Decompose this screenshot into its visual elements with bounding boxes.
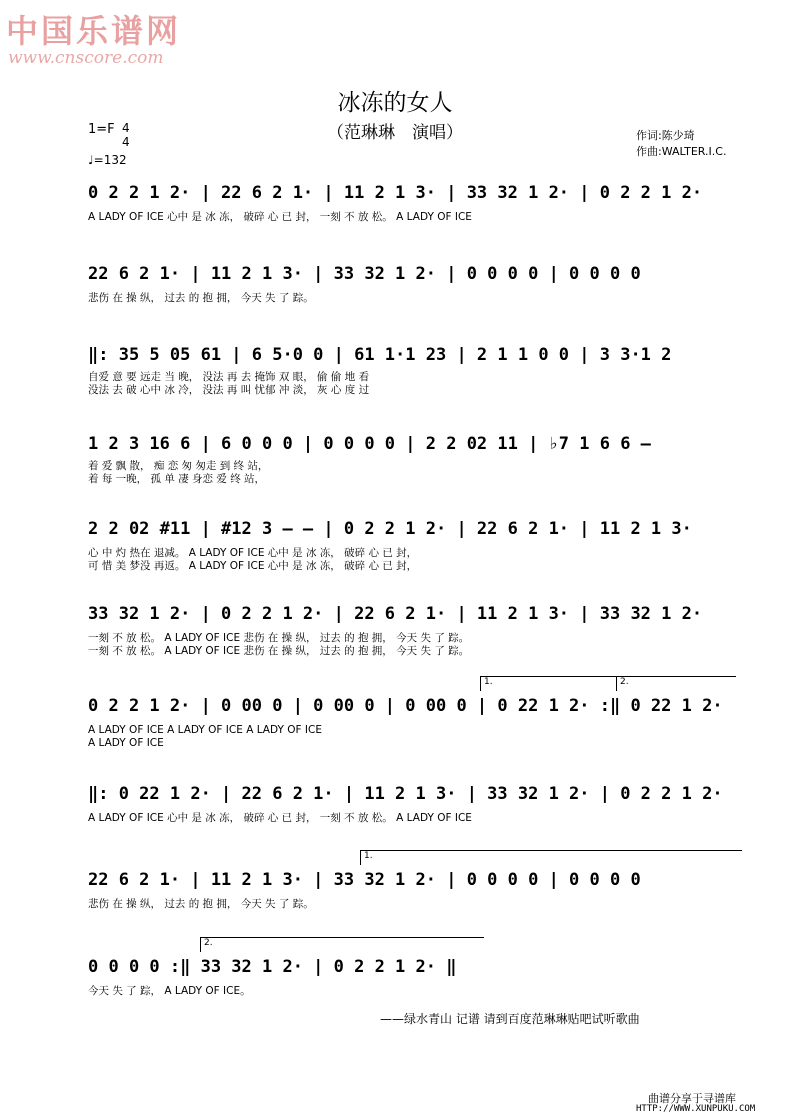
transcriber-credit: ——绿水青山 记谱 请到百度范琳琳贴吧试听歌曲 bbox=[380, 1012, 640, 1026]
volta-bracket-2: 2. bbox=[616, 676, 736, 691]
lyric-line-1: 自爱 意 要 远走 当 晚， 没法 再 去 掩饰 双 眼， 偷 偷 地 看 bbox=[88, 371, 370, 383]
lyric-line-1: A LADY OF ICE 心中 是 冰 冻， 破碎 心 已 封， 一刻 不 放 松。 A LADY OF ICE bbox=[88, 211, 472, 223]
footer-site-name: 曲谱分享于寻谱库 bbox=[648, 1092, 736, 1105]
watermark-url: www.cnscore.com bbox=[8, 48, 164, 68]
lyric-line-2: A LADY OF ICE bbox=[88, 737, 164, 749]
lyric-line-1: 心 中 灼 热在 退减。 A LADY OF ICE 心中 是 冰 冻， 破碎 心 已 封， bbox=[88, 547, 418, 559]
notes-line: 33 32 1 2· | 0 2 2 1 2· | 22 6 2 1· | 11 2 1 3· | 33 32 1 2· bbox=[88, 604, 703, 624]
song-subtitle: （范琳琳 演唱） bbox=[327, 123, 463, 143]
lyric-line-1: A LADY OF ICE 心中 是 冰 冻， 破碎 心 已 封， 一刻 不 放 松。 A LADY OF ICE bbox=[88, 812, 472, 824]
notes-line: 0 2 2 1 2· | 22 6 2 1· | 11 2 1 3· | 33 32 1 2· | 0 2 2 1 2· bbox=[88, 183, 703, 203]
lyric-line-2: 一刻 不 放 松。 A LADY OF ICE 悲伤 在 操 纵， 过去 的 抱 拥， 今天 失 了 踪。 bbox=[88, 645, 470, 657]
tempo-marking: ♩=132 bbox=[88, 153, 127, 167]
watermark-logo: 中国乐谱网 bbox=[6, 12, 182, 50]
lyric-line-2: 着 每 一晚， 孤 单 凄 身恋 爱 终 站， bbox=[88, 473, 266, 485]
lyric-line-1: 今天 失 了 踪， A LADY OF ICE。 bbox=[88, 985, 251, 997]
notes-line: ‖: 0 22 1 2· | 22 6 2 1· | 11 2 1 3· | 33 32 1 2· | 0 2 2 1 2· bbox=[88, 784, 723, 804]
notes-line: 0 2 2 1 2· | 0 00 0 | 0 00 0 | 0 00 0 | 0 22 1 2· :‖ 0 22 1 2· bbox=[88, 696, 723, 716]
notes-line: 22 6 2 1· | 11 2 1 3· | 33 32 1 2· | 0 0 0 0 | 0 0 0 0 bbox=[88, 264, 641, 284]
credits bbox=[636, 128, 726, 160]
key-signature: 1=F bbox=[88, 122, 115, 137]
notes-line: 22 6 2 1· | 11 2 1 3· | 33 32 1 2· | 0 0 0 0 | 0 0 0 0 bbox=[88, 870, 641, 890]
lyricist-credit: 作词:陈少琦 bbox=[636, 129, 695, 142]
notes-line: 2 2 02 #11 | #12 3 — — | 0 2 2 1 2· | 22 6 2 1· | 11 2 1 3· bbox=[88, 519, 692, 539]
lyric-line-2: 没法 去 破 心中 冰 冷， 没法 再 叫 忧郁 冲 淡， 灰 心 度 过 bbox=[88, 384, 370, 396]
time-signature bbox=[122, 121, 130, 149]
song-title: 冰冻的女人 bbox=[337, 90, 453, 116]
volta-bracket-1: 1. bbox=[360, 850, 742, 865]
meter-top: 4 bbox=[122, 121, 130, 135]
composer-credit: 作曲:WALTER.I.C. bbox=[636, 145, 727, 158]
notes-line: 1 2 3 16 6 | 6 0 0 0 | 0 0 0 0 | 2 2 02 11 | ♭7 1 6 6 — bbox=[88, 434, 651, 454]
lyric-line-1: 悲伤 在 操 纵， 过去 的 抱 拥， 今天 失 了 踪。 bbox=[88, 898, 314, 910]
lyric-line-1: 悲伤 在 操 纵， 过去 的 抱 拥， 今天 失 了 踪。 bbox=[88, 292, 314, 304]
footer-url: HTTP://WWW.XUNPUKU.COM bbox=[636, 1104, 756, 1114]
lyric-line-1: 一刻 不 放 松。 A LADY OF ICE 悲伤 在 操 纵， 过去 的 抱 拥， 今天 失 了 踪。 bbox=[88, 632, 470, 644]
lyric-line-2: 可 惜 美 梦没 再返。 A LADY OF ICE 心中 是 冰 冻， 破碎 心 已 封， bbox=[88, 560, 418, 572]
notes-line: 0 0 0 0 :‖ 33 32 1 2· | 0 2 2 1 2· ‖ bbox=[88, 957, 457, 977]
volta-bracket-1: 1. bbox=[480, 676, 620, 691]
meter-bottom: 4 bbox=[122, 135, 130, 149]
lyric-line-1: 着 爱 飘 散， 痴 恋 匆 匆走 到 终 站， bbox=[88, 460, 269, 472]
lyric-line-1: A LADY OF ICE A LADY OF ICE A LADY OF ICE bbox=[88, 724, 322, 736]
notes-line: ‖: 35 5 05 61 | 6 5·0 0 | 61 1·1 23 | 2 1 1 0 0 | 3 3·1 2 bbox=[88, 345, 672, 365]
volta-bracket-2: 2. bbox=[200, 937, 484, 952]
